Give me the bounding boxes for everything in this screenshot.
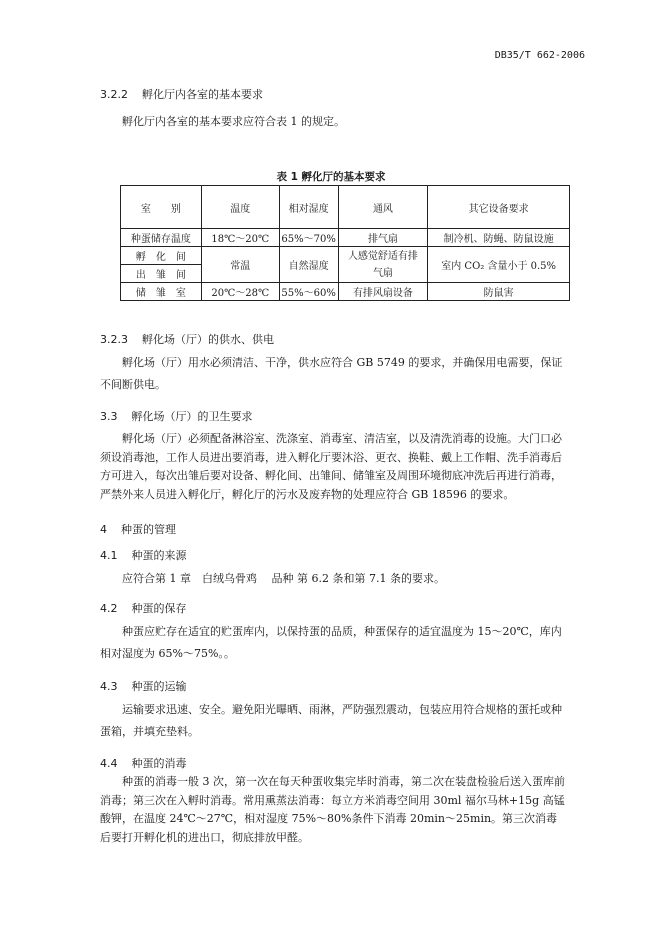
table-header-row xyxy=(121,186,570,229)
section-title: 种蛋的保存 xyxy=(131,602,187,615)
cell-ventilation: 有排风扇设备 xyxy=(338,283,428,301)
section-number: 4.4 xyxy=(100,757,118,770)
section-title: 孵化场（厅）的卫生要求 xyxy=(131,410,253,423)
section-number: 3.2.2 xyxy=(100,88,128,101)
section-4-4-heading xyxy=(100,755,187,771)
header-temperature: 温度 xyxy=(201,186,279,229)
section-3-2-3-heading xyxy=(100,331,274,347)
section-number: 4.2 xyxy=(100,602,118,615)
cell-ventilation: 人感觉舒适有排气扇 xyxy=(338,247,428,283)
section-number: 4.3 xyxy=(100,680,118,693)
cell-humidity: 65%～70% xyxy=(279,229,338,247)
section-number: 3.3 xyxy=(100,410,118,423)
section-3-3-text: 孵化场（厅）必须配备淋浴室、洗涤室、消毒室、清洁室，以及清洗消毒的设施。大门口必须设消毒池，工作人员进出要消毒，进入孵化厅要沐浴、更衣、换鞋、戴上工作帽、洗手消毒后方可进入，每次出雏后要对设备、孵化间、出雏间、储雏室及周围环境彻底冲洗后再进行消毒，严禁外来人员进入孵化厅，孵化厅的污水及废弃物的处理应符合 GB 18596 的要求。 xyxy=(100,432,562,501)
section-number: 4.1 xyxy=(100,549,118,562)
table-row xyxy=(121,229,570,247)
cell-temperature: 常温 xyxy=(201,247,279,283)
section-title: 种蛋的运输 xyxy=(131,680,187,693)
section-title: 种蛋的消毒 xyxy=(131,757,187,770)
section-title: 种蛋的来源 xyxy=(131,549,187,562)
header-room: 室 别 xyxy=(121,186,202,229)
section-3-2-2-text: 孵化厅内各室的基本要求应符合表 1 的规定。 xyxy=(122,115,345,128)
section-title: 孵化场（厅）的供水、供电 xyxy=(142,333,274,346)
section-4-4-text: 种蛋的消毒一般 3 次，第一次在每天种蛋收集完毕时消毒，第二次在装盘检验后送入蛋库前消毒；第三次在入孵时消毒。常用熏蒸法消毒：每立方米消毒空间用 30ml 福尔马林+15g 高锰酸钾，在温度 24℃～27℃，相对湿度 75%～80%条件下消毒 20min～25min。第三次消毒后要打开孵化机的进出口，彻底排放甲醛。 xyxy=(100,775,565,844)
cell-room: 出 雏 间 xyxy=(121,265,202,283)
section-3-2-3-text: 孵化场（厅）用水必须清洁、干净，供水应符合 GB 5749 的要求，并确保用电需要，保证不间断供电。 xyxy=(100,356,563,391)
section-4-2-heading xyxy=(100,600,187,616)
cell-other: 防鼠害 xyxy=(428,283,570,301)
cell-humidity: 自然湿度 xyxy=(279,247,338,283)
cell-temperature: 20℃～28℃ xyxy=(201,283,279,301)
header-ventilation: 通风 xyxy=(338,186,428,229)
cell-room: 种蛋储存温度 xyxy=(121,229,202,247)
section-title: 种蛋的管理 xyxy=(121,523,176,536)
section-number: 4 xyxy=(100,523,107,536)
section-number: 3.2.3 xyxy=(100,333,128,346)
requirements-table xyxy=(120,185,570,301)
cell-room: 孵 化 间 xyxy=(121,247,202,265)
section-3-3-heading xyxy=(100,408,253,424)
header-other: 其它设备要求 xyxy=(428,186,570,229)
table-caption: 表 1 孵化厅的基本要求 xyxy=(276,171,386,183)
table-row xyxy=(121,247,570,265)
cell-humidity: 55%～60% xyxy=(279,283,338,301)
table-row xyxy=(121,283,570,301)
section-3-2-2-heading xyxy=(100,86,263,102)
section-4-3-heading xyxy=(100,678,187,694)
section-4-heading xyxy=(100,521,176,537)
cell-other: 制冷机、防蝇、防鼠设施 xyxy=(428,229,570,247)
document-id: DB35/T 662-2006 xyxy=(494,50,585,61)
cell-temperature: 18℃～20℃ xyxy=(201,229,279,247)
section-4-1-text: 应符合第 1 章 白绒乌骨鸡 品种 第 6.2 条和第 7.1 条的要求。 xyxy=(122,572,445,585)
cell-room: 储 雏 室 xyxy=(121,283,202,301)
section-title: 孵化厅内各室的基本要求 xyxy=(142,88,263,101)
header-humidity: 相对湿度 xyxy=(279,186,338,229)
section-4-3-text: 运输要求迅速、安全。避免阳光曝晒、雨淋，严防强烈震动，包装应用符合规格的蛋托或种蛋箱，并填充垫料。 xyxy=(100,703,562,738)
section-4-1-heading xyxy=(100,547,187,563)
cell-ventilation: 排气扇 xyxy=(338,229,428,247)
section-4-2-text: 种蛋应贮存在适宜的贮蛋库内，以保持蛋的品质，种蛋保存的适宜温度为 15～20℃，库内相对湿度为 65%～75%。。 xyxy=(100,625,562,660)
cell-other: 室内 CO₂ 含量小于 0.5% xyxy=(428,247,570,283)
